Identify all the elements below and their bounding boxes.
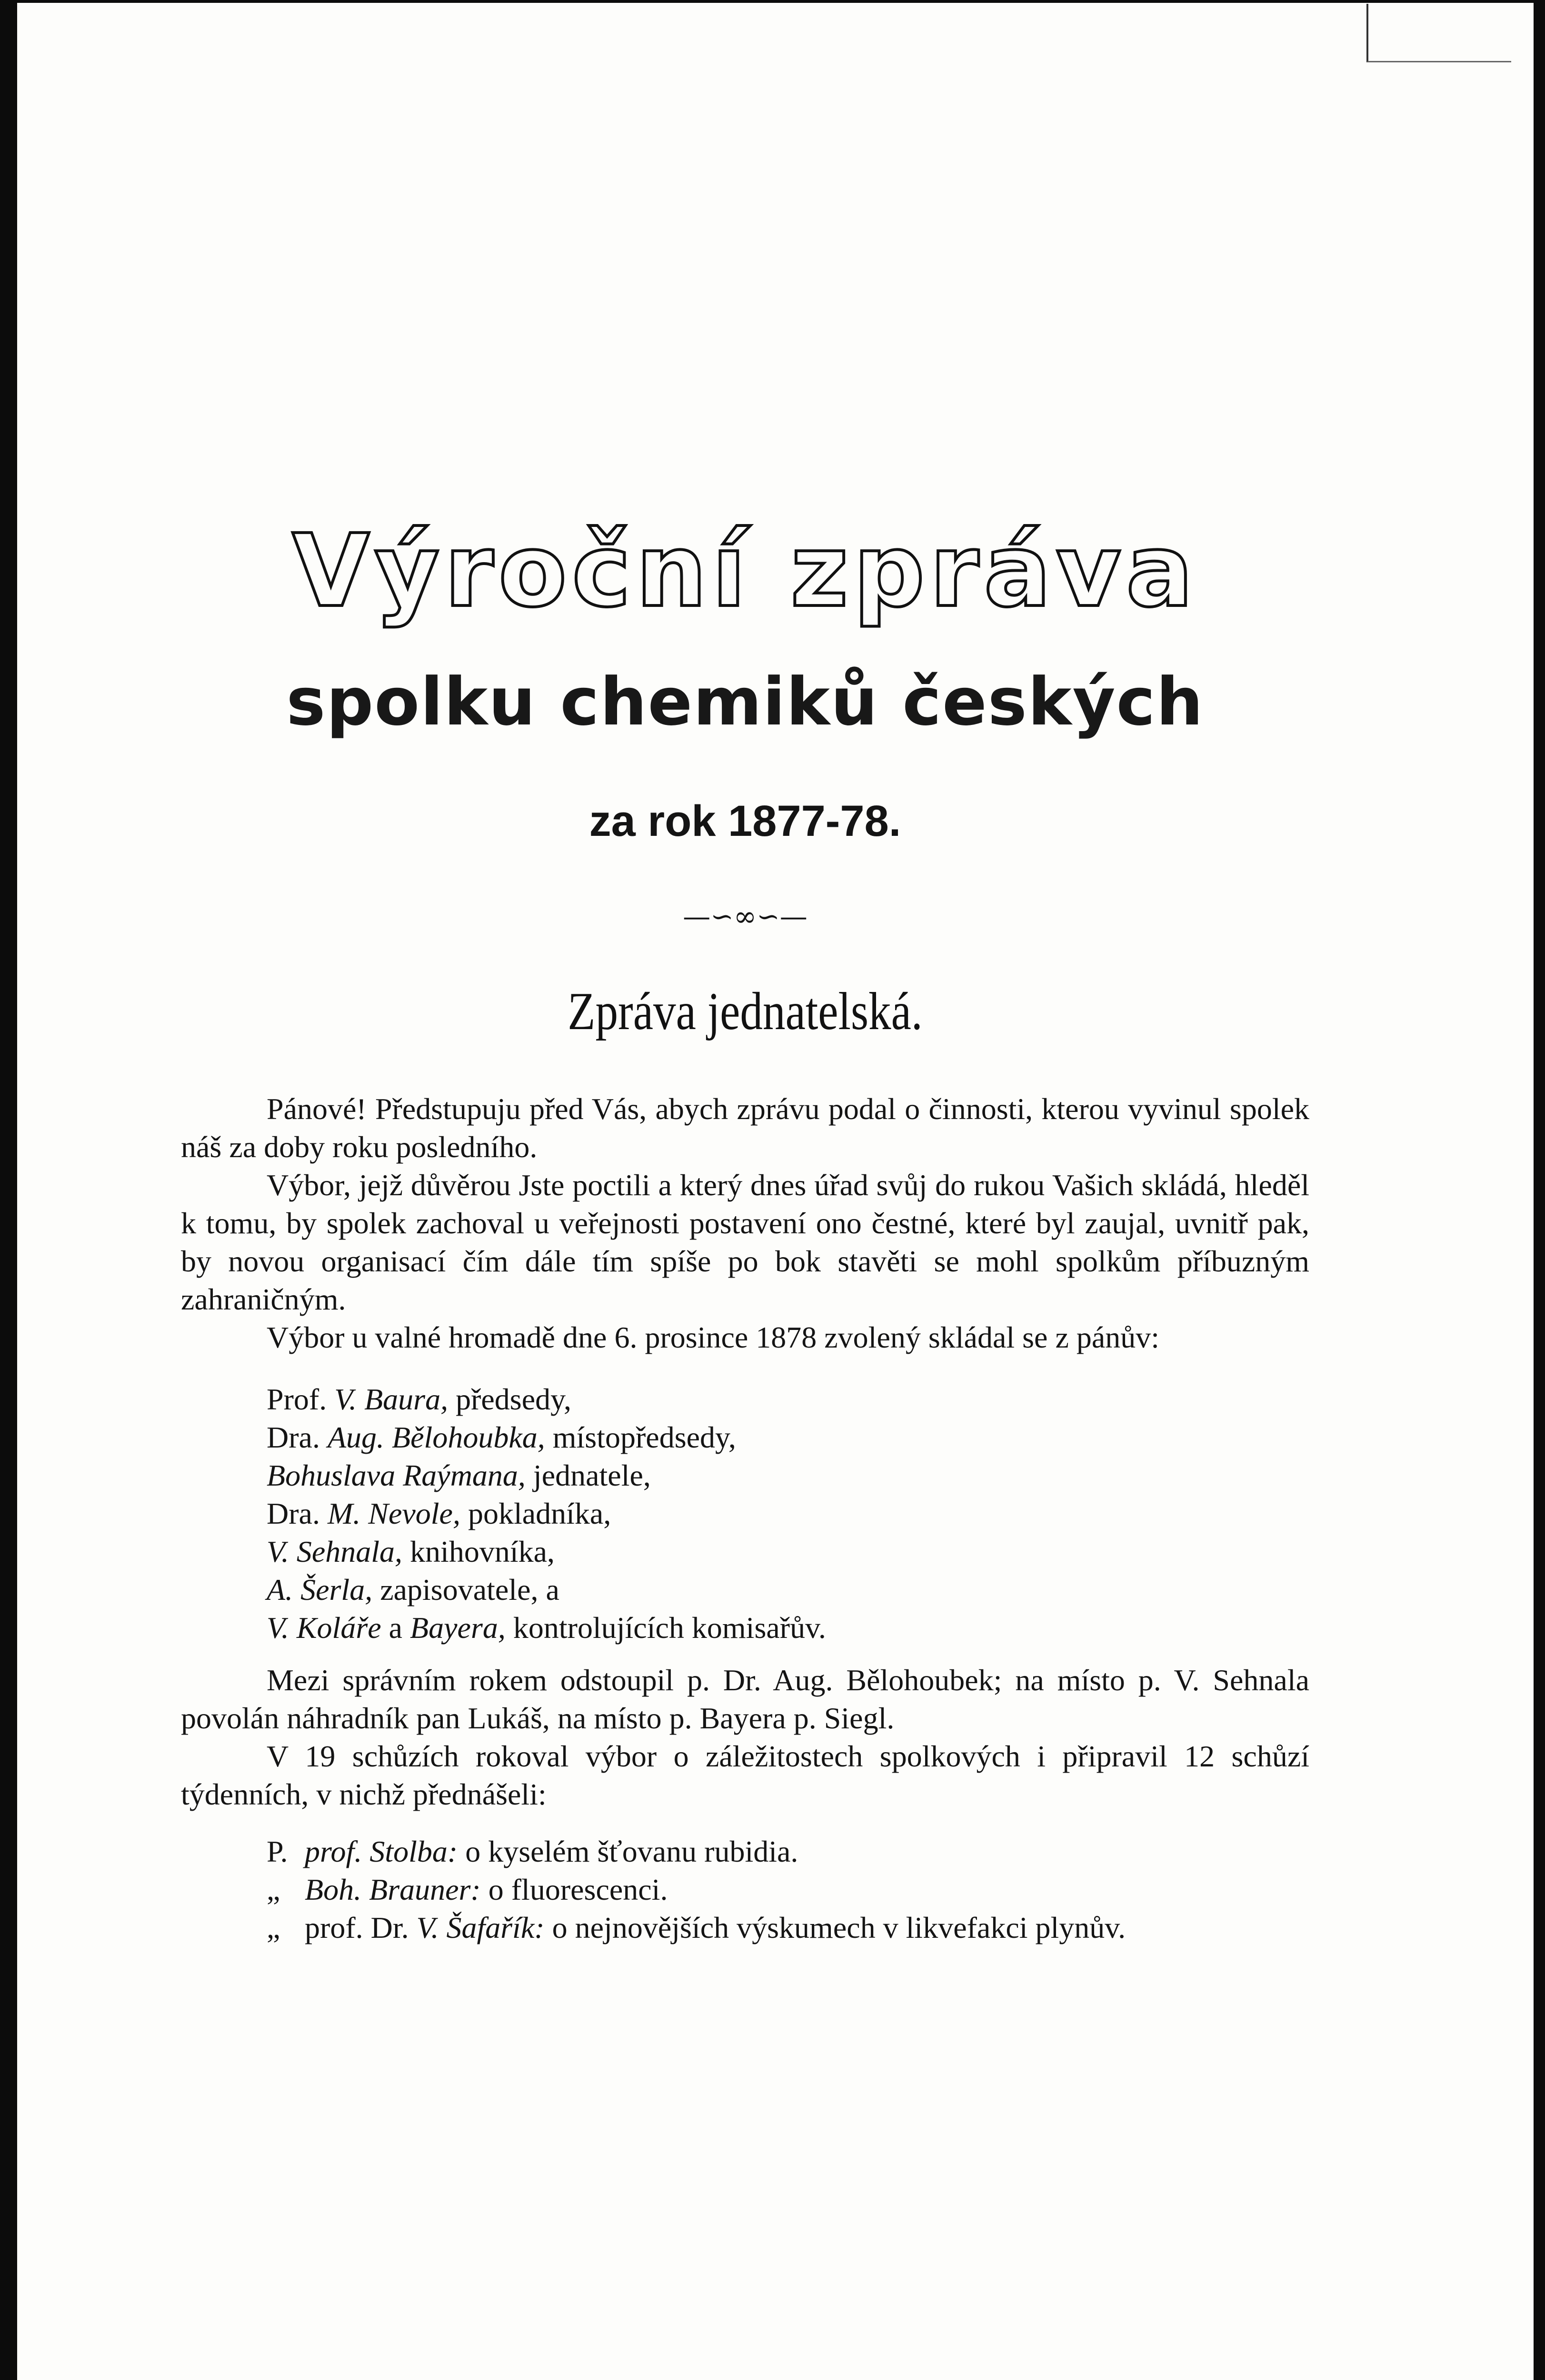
document-page (181, 514, 1309, 1947)
paragraph-committee-work: Výbor, jejž důvěrou Jste poctili a který dnes úřad svůj do rukou Vašich skládá, hleděl k tomu, by spolek zachoval u veřejnosti postavení ono čestné, které byl zaujal, uvnitř pak, by novou organisací čím dále tím spíše po bok stavěti se mohl spolkům příbuzným zahraničným. (181, 1168, 1309, 1316)
list-item: P. prof. Stolba: o kyselém šťovanu rubidia. (267, 1835, 798, 1868)
ornament-divider: —∽∞∽— (683, 900, 807, 932)
report-title: Výroční zpráva (292, 513, 1198, 629)
report-year: za rok 1877-78. (589, 797, 901, 845)
paragraph-changes: Mezi správním rokem odstoupil p. Dr. Aug. Bělohoubek; na místo p. V. Sehnala povolán náhradník pan Lukáš, na místo p. Bayera p. Siegl. (181, 1663, 1309, 1735)
list-item: V. Koláře a Bayera, kontrolujících komisařův. (267, 1611, 826, 1645)
list-item: Prof. V. Baura, předsedy, (267, 1382, 571, 1416)
paragraph-intro: Pánové! Předstupuju před Vás, abych zprávu podal o činnosti, kterou vyvinul spolek náš za doby roku posledního. (181, 1092, 1309, 1164)
page-corner-mark (1366, 4, 1511, 62)
paragraph-committee-intro: Výbor u valné hromadě dne 6. prosince 1878 zvolený skládal se z pánův: (267, 1320, 1160, 1354)
list-item: V. Sehnala, knihovníka, (267, 1535, 555, 1568)
paragraph-meetings: V 19 schůzích rokoval výbor o záležitostech spolkových i připravil 12 schůzí týdenních, v nichž přednášeli: (181, 1739, 1309, 1811)
list-item: A. Šerla, zapisovatele, a (267, 1573, 559, 1606)
section-title: Zpráva jednatelská. (568, 982, 923, 1041)
lectures-list (267, 1833, 1309, 1947)
list-item: „ Boh. Brauner: o fluorescenci. (267, 1873, 668, 1906)
list-item: Bohuslava Raýmana, jednatele, (267, 1458, 651, 1492)
list-item: Dra. Aug. Bělohoubka, místopředsedy, (267, 1420, 736, 1454)
list-item: Dra. M. Nevole, pokladníka, (267, 1497, 611, 1530)
committee-list (267, 1380, 1309, 1647)
list-item: „ prof. Dr. V. Šafařík: o nejnovějších výskumech v likvefakci plynův. (267, 1911, 1126, 1944)
report-subtitle: spolku chemiků českých (286, 664, 1204, 740)
